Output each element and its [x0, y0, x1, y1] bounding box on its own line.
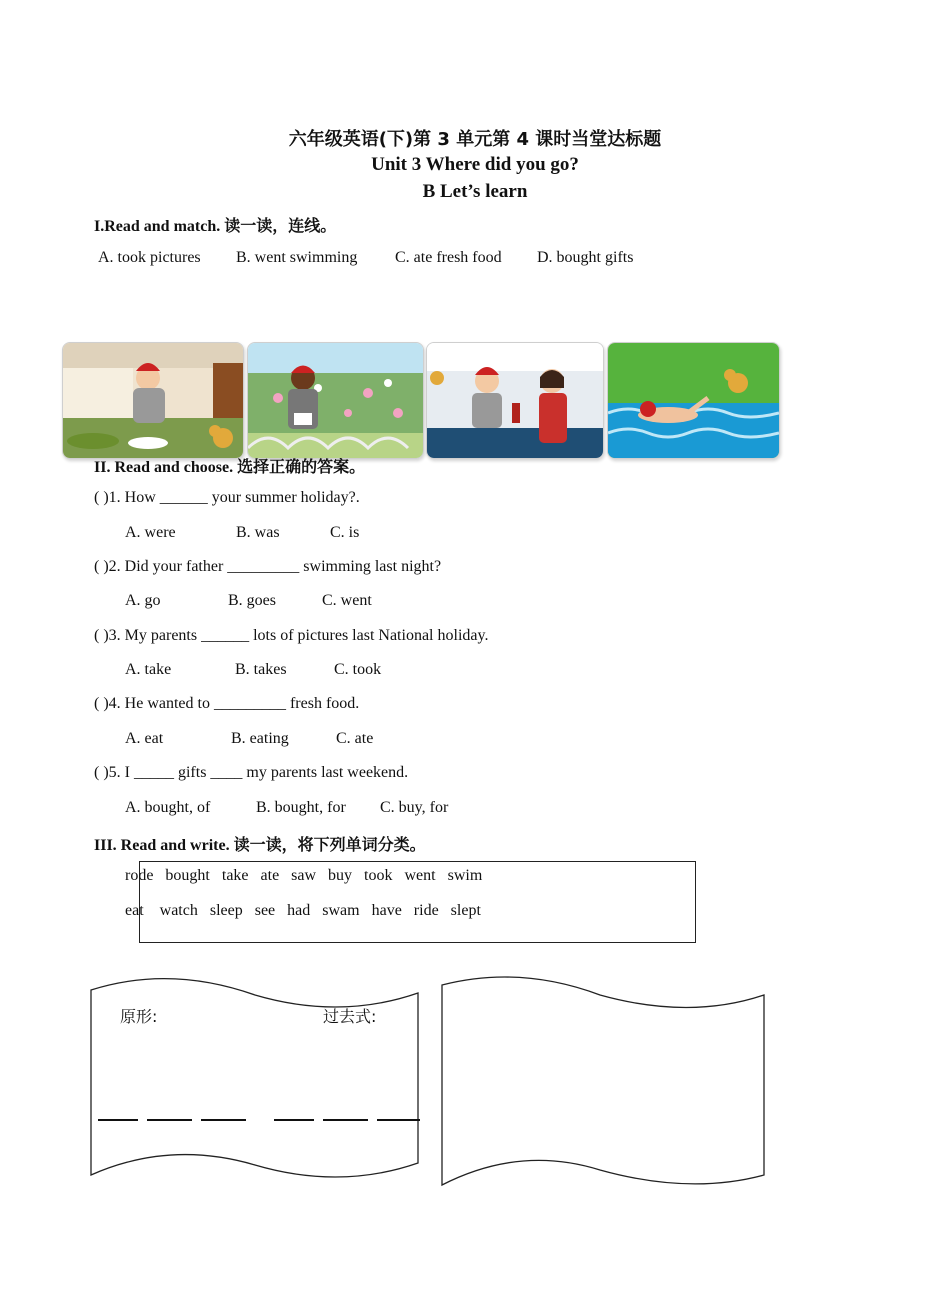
q2-choice-b: B. goes — [228, 592, 276, 609]
section2-heading: II. Read and choose. 选择正确的答案。 — [94, 459, 366, 476]
picture-swimming — [607, 342, 780, 459]
section3-heading: III. Read and write. 读一读，将下列单词分类。 — [94, 837, 426, 854]
q3-choice-b: B. takes — [235, 661, 287, 678]
q2-choice-c: C. went — [322, 592, 372, 609]
q1-choice-a: A. were — [125, 524, 176, 541]
word-row-1: rode bought take ate saw buy took went swim — [125, 867, 483, 884]
q2-choice-a: A. go — [125, 592, 161, 609]
lesson-title: B Let’s learn — [422, 181, 528, 202]
q5-choice-c: C. buy, for — [380, 799, 449, 816]
q5-choice-b: B. bought, for — [256, 799, 346, 816]
q4-choice-a: A. eat — [125, 730, 164, 747]
match-option-a: A. took pictures — [98, 249, 201, 266]
label-base-form: 原形: — [120, 1007, 158, 1026]
q3-choice-c: C. took — [334, 661, 382, 678]
picture-eating — [62, 342, 244, 459]
q5-choice-a: A. bought, of — [125, 799, 211, 816]
q4-choice-b: B. eating — [231, 730, 289, 747]
label-past-form: 过去式: — [323, 1007, 377, 1026]
question-3: ( )3. My parents ______ lots of pictures last National holiday. — [94, 627, 489, 644]
question-5: ( )5. I _____ gifts ____ my parents last weekend. — [94, 764, 409, 781]
q1-choice-c: C. is — [330, 524, 360, 541]
match-option-b: B. went swimming — [236, 249, 358, 266]
question-2: ( )2. Did your father _________ swimming last night? — [94, 558, 442, 575]
picture-taking-photo — [247, 342, 424, 459]
page-title: 六年级英语(下)第 3 单元第 4 课时当堂达标题 — [288, 129, 662, 150]
q1-choice-b: B. was — [236, 524, 280, 541]
match-option-d: D. bought gifts — [537, 249, 634, 266]
q4-choice-c: C. ate — [336, 730, 374, 747]
picture-buying-gifts — [426, 342, 604, 459]
section1-heading: I.Read and match. 读一读，连线。 — [94, 218, 337, 235]
match-option-c: C. ate fresh food — [395, 249, 502, 266]
q3-choice-a: A. take — [125, 661, 172, 678]
word-row-2: eat watch sleep see had swam have ride slept — [125, 902, 481, 919]
unit-title: Unit 3 Where did you go? — [371, 154, 579, 175]
answer-sheet-right — [442, 977, 764, 1185]
question-1: ( )1. How ______ your summer holiday?. — [94, 489, 360, 506]
question-4: ( )4. He wanted to _________ fresh food. — [94, 695, 360, 712]
